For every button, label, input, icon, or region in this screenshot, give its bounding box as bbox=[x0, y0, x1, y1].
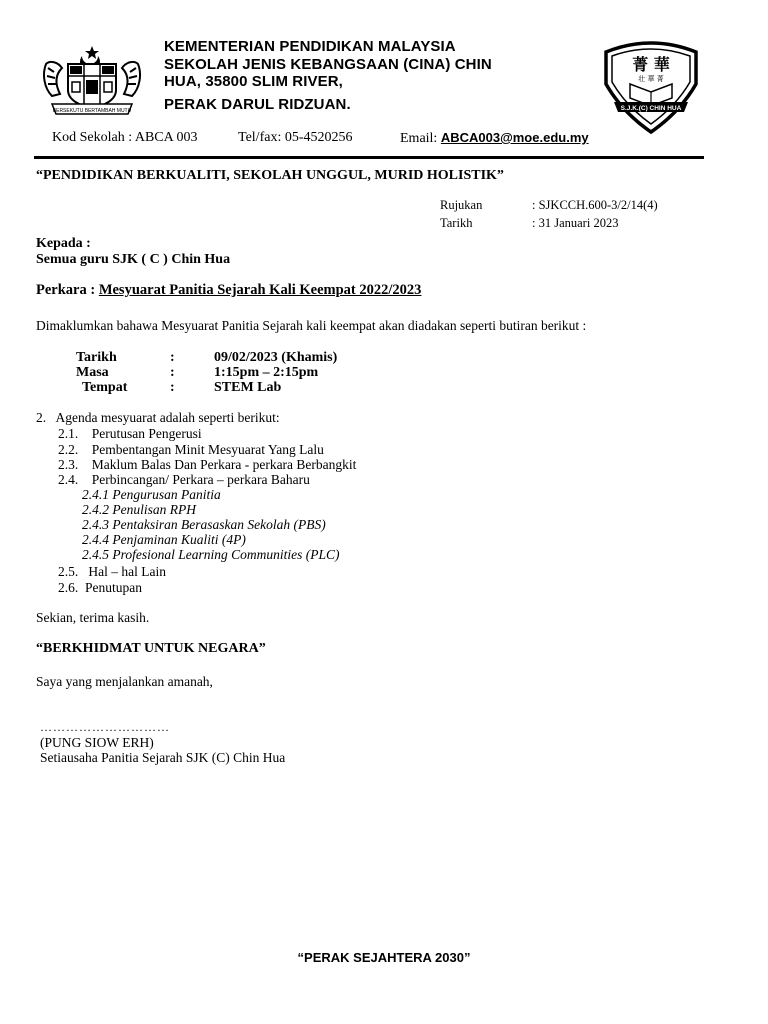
email-link[interactable]: ABCA003@moe.edu.my bbox=[440, 130, 589, 145]
agenda-item: 2.6. Penutupan bbox=[58, 580, 142, 595]
detail-value-masa: 1:15pm – 2:15pm bbox=[214, 365, 319, 380]
subject-title: Mesyuarat Panitia Sejarah Kali Keempat 2022/2023 bbox=[98, 282, 422, 298]
detail-label-tarikh: Tarikh bbox=[76, 350, 117, 365]
school-motto: “PENDIDIKAN BERKUALITI, SEKOLAH UNGGUL, MURID HOLISTIK” bbox=[36, 168, 504, 183]
agenda-item: 2.3. Maklum Balas Dan Perkara - perkara Berbangkit bbox=[58, 457, 357, 472]
school-code: Kod Sekolah : ABCA 003 bbox=[52, 130, 198, 145]
school-name-line1: SEKOLAH JENIS KEBANGSAAN (CINA) CHIN bbox=[164, 56, 492, 73]
kepada-label: Kepada : bbox=[36, 236, 91, 251]
ministry-name: KEMENTERIAN PENDIDIKAN MALAYSIA bbox=[164, 38, 456, 55]
detail-label-tempat: Tempat bbox=[82, 380, 128, 395]
svg-text:壮 華 菁: 壮 華 菁 bbox=[638, 75, 664, 83]
agenda-subitem: 2.4.2 Penulisan RPH bbox=[82, 502, 196, 517]
svg-text:S.J.K.(C) CHIN HUA: S.J.K.(C) CHIN HUA bbox=[620, 105, 682, 112]
reference-label: Rujukan bbox=[440, 198, 483, 212]
detail-colon: : bbox=[170, 350, 175, 365]
amanah-text: Saya yang menjalankan amanah, bbox=[36, 674, 213, 689]
agenda-subitem: 2.4.4 Penjaminan Kualiti (4P) bbox=[82, 532, 246, 547]
subject-line bbox=[36, 282, 421, 299]
agenda-item: 2.2. Pembentangan Minit Mesyuarat Yang Lalu bbox=[58, 442, 324, 457]
intro-paragraph: Dimaklumkan bahawa Mesyuarat Panitia Sejarah kali keempat akan diadakan seperti butiran berikut : bbox=[36, 318, 587, 333]
closing-text: Sekian, terima kasih. bbox=[36, 610, 150, 625]
agenda-heading: 2. Agenda mesyuarat adalah seperti berikut: bbox=[36, 410, 280, 425]
agenda-subitem: 2.4.1 Pengurusan Panitia bbox=[82, 487, 221, 502]
subject-label: Perkara : bbox=[36, 282, 99, 298]
svg-text:BERSEKUTU BERTAMBAH MUTU: BERSEKUTU BERTAMBAH MUTU bbox=[52, 108, 132, 114]
detail-value-tarikh: 09/02/2023 (Khamis) bbox=[214, 350, 338, 365]
slogan: “BERKHIDMAT UNTUK NEGARA” bbox=[36, 641, 266, 656]
signatory-name: (PUNG SIOW ERH) bbox=[40, 735, 154, 750]
reference-value: : SJKCCH.600-3/2/14(4) bbox=[532, 198, 658, 212]
agenda-item: 2.5. Hal – hal Lain bbox=[58, 564, 166, 579]
agenda-item: 2.4. Perbincangan/ Perkara – perkara Baharu bbox=[58, 472, 310, 487]
email-line bbox=[400, 130, 589, 147]
date-value: : 31 Januari 2023 bbox=[532, 216, 619, 230]
malaysia-coat-of-arms bbox=[38, 44, 146, 118]
tel-fax: Tel/fax: 05-4520256 bbox=[238, 130, 353, 145]
footer-slogan: “PERAK SEJAHTERA 2030” bbox=[297, 950, 471, 965]
detail-colon: : bbox=[170, 365, 175, 380]
signatory-title: Setiausaha Panitia Sejarah SJK (C) Chin Hua bbox=[40, 750, 286, 765]
agenda-subitem: 2.4.3 Pentaksiran Berasaskan Sekolah (PBS) bbox=[82, 517, 326, 532]
signature-line: ………………………… bbox=[40, 720, 170, 734]
school-logo bbox=[600, 40, 702, 136]
recipient: Semua guru SJK ( C ) Chin Hua bbox=[36, 252, 231, 267]
detail-colon: : bbox=[170, 380, 175, 395]
school-state: PERAK DARUL RIDZUAN. bbox=[164, 96, 351, 113]
email-label: Email: bbox=[400, 131, 441, 146]
svg-text:菁 華: 菁 華 bbox=[632, 55, 670, 74]
header-divider bbox=[34, 156, 704, 159]
school-name-line2: HUA, 35800 SLIM RIVER, bbox=[164, 73, 343, 90]
detail-label-masa: Masa bbox=[76, 365, 109, 380]
date-label: Tarikh bbox=[440, 216, 473, 230]
agenda-subitem: 2.4.5 Profesional Learning Communities (PLC) bbox=[82, 547, 340, 562]
detail-value-tempat: STEM Lab bbox=[214, 380, 282, 395]
agenda-item: 2.1. Perutusan Pengerusi bbox=[58, 426, 202, 441]
